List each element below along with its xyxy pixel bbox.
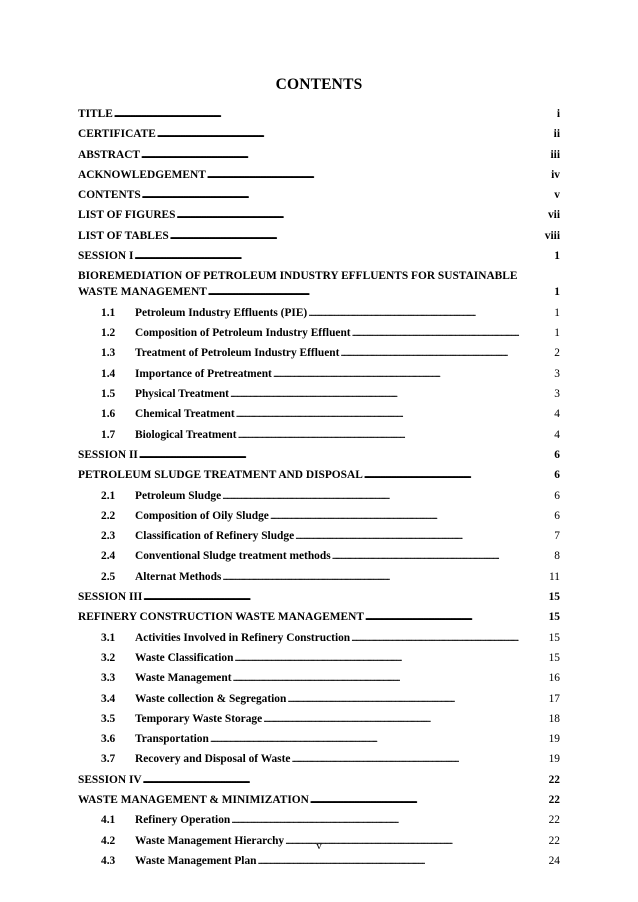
toc-entry-session-3[interactable] bbox=[78, 587, 560, 607]
toc-entry-session-4[interactable] bbox=[78, 770, 560, 790]
toc-entry-page: i bbox=[556, 108, 560, 120]
toc-entry-number: 3.2 bbox=[101, 651, 116, 664]
toc-entry-page: 22 bbox=[548, 794, 560, 806]
dot-leader bbox=[114, 104, 556, 124]
toc-entry-1-5[interactable] bbox=[78, 384, 560, 404]
dot-leader bbox=[233, 668, 548, 688]
toc-entry-3-3[interactable] bbox=[78, 668, 560, 688]
dot-leader bbox=[351, 628, 547, 648]
dot-leader bbox=[210, 729, 548, 749]
dot-leader bbox=[231, 810, 547, 830]
toc-entry-1-1[interactable] bbox=[78, 303, 560, 323]
toc-entry-certificate[interactable] bbox=[78, 124, 560, 144]
dot-leader bbox=[176, 205, 546, 225]
toc-entry-page: 8 bbox=[554, 550, 560, 563]
toc-entry-page: v bbox=[554, 189, 560, 202]
toc-entry-page: 1 bbox=[554, 250, 560, 263]
toc-entry-page: ii bbox=[553, 128, 560, 141]
toc-entry-label: Physical Treatment bbox=[135, 388, 229, 401]
toc-entry-number: 2.5 bbox=[101, 570, 116, 583]
toc-entry-label: Transportation bbox=[135, 733, 209, 746]
toc-entry-label: Composition of Oily Sludge bbox=[135, 509, 269, 522]
toc-entry-label: Temporary Waste Storage bbox=[135, 712, 263, 725]
toc-entry-page: 15 bbox=[548, 611, 560, 624]
toc-entry-page: 1 bbox=[554, 327, 560, 340]
toc-entry-page: vii bbox=[547, 209, 560, 222]
toc-entry-chapter-3-heading[interactable] bbox=[78, 607, 560, 627]
toc-entry-number: 1.7 bbox=[101, 428, 116, 441]
toc-entry-label: PETROLEUM SLUDGE TREATMENT AND DISPOSAL bbox=[78, 469, 363, 482]
toc-entry-label: TITLE bbox=[78, 108, 113, 120]
toc-entry-abstract[interactable] bbox=[78, 145, 560, 165]
toc-entry-label: Recovery and Disposal of Waste bbox=[135, 753, 291, 766]
toc-entry-number: 1.2 bbox=[101, 327, 116, 340]
toc-entry-label: Waste collection & Segregation bbox=[135, 692, 287, 705]
toc-entry-label: Activities Involved in Refinery Construction bbox=[135, 631, 351, 644]
toc-entry-session-2[interactable] bbox=[78, 445, 560, 465]
toc-entry-label: SESSION I bbox=[78, 250, 134, 263]
toc-entry-label: CONTENTS bbox=[78, 189, 141, 202]
toc-entry-3-1[interactable] bbox=[78, 628, 560, 648]
dot-leader bbox=[141, 145, 549, 165]
toc-entry-page: 6 bbox=[554, 489, 560, 502]
toc-entry-label: ABSTRACT bbox=[78, 148, 141, 161]
toc-entry-page: 4 bbox=[554, 428, 560, 441]
dot-leader bbox=[308, 303, 553, 323]
toc-entry-page: 3 bbox=[554, 388, 560, 401]
toc-entry-label: Alternat Methods bbox=[135, 570, 222, 583]
toc-entry-label-line2: WASTE MANAGEMENT bbox=[78, 285, 207, 298]
toc-entry-label: Treatment of Petroleum Industry Effluent bbox=[135, 347, 340, 360]
toc-entry-number: 1.1 bbox=[101, 306, 116, 319]
toc-entry-label: Waste Management Plan bbox=[135, 854, 257, 867]
toc-entry-4-3[interactable] bbox=[78, 851, 560, 871]
toc-entry-label: Waste Management bbox=[135, 672, 232, 685]
toc-entry-page: 11 bbox=[549, 570, 560, 583]
toc-entry-2-2[interactable] bbox=[78, 506, 560, 526]
toc-entry-label: ACKNOWLEDGEMENT bbox=[78, 168, 206, 181]
toc-entry-page: 22 bbox=[548, 814, 560, 827]
toc-entry-chapter-4-heading[interactable] bbox=[78, 790, 560, 810]
toc-entry-number: 3.4 bbox=[101, 692, 116, 705]
page-title: CONTENTS bbox=[275, 76, 363, 93]
dot-leader bbox=[258, 851, 548, 871]
dot-leader bbox=[295, 526, 553, 546]
toc-entry-page: 6 bbox=[554, 448, 560, 461]
toc-entry-chapter-1-heading[interactable] bbox=[78, 266, 560, 303]
toc-entry-1-2[interactable] bbox=[78, 323, 560, 343]
toc-entry-label: SESSION IV bbox=[78, 773, 142, 786]
toc-entry-1-6[interactable] bbox=[78, 404, 560, 424]
toc-entry-label: Chemical Treatment bbox=[135, 408, 235, 421]
toc-entry-number: 4.3 bbox=[101, 854, 116, 867]
toc-entry-1-3[interactable] bbox=[78, 343, 560, 363]
toc-entry-list-of-tables[interactable] bbox=[78, 226, 560, 246]
dot-leader bbox=[139, 445, 553, 465]
toc-entry-label: Composition of Petroleum Industry Effluent bbox=[135, 327, 351, 340]
toc-entry-page: 24 bbox=[548, 854, 560, 867]
dot-leader bbox=[270, 506, 553, 526]
toc-entry-page: 6 bbox=[554, 509, 560, 522]
toc-entry-number: 4.1 bbox=[101, 814, 116, 827]
toc-entry-page: 15 bbox=[548, 631, 560, 644]
toc-entry-label: Waste Classification bbox=[135, 651, 234, 664]
toc-entry-page: 6 bbox=[554, 469, 560, 482]
toc-entry-3-4[interactable] bbox=[78, 689, 560, 709]
toc-entry-1-4[interactable] bbox=[78, 364, 560, 384]
toc-entry-page: viii bbox=[544, 229, 560, 242]
toc-entry-page: 1 bbox=[554, 306, 560, 319]
toc-entry-page: 15 bbox=[548, 651, 560, 664]
toc-entry-label-line1: BIOREMEDIATION OF PETROLEUM INDUSTRY EFFLUENTS FOR SUSTAINABLE bbox=[78, 270, 518, 283]
dot-leader bbox=[364, 465, 553, 485]
toc-entry-page: 17 bbox=[548, 692, 560, 705]
dot-leader bbox=[273, 364, 553, 384]
toc-entry-contents[interactable] bbox=[78, 185, 560, 205]
toc-entry-number: 2.3 bbox=[101, 530, 116, 543]
toc-entry-label: Conventional Sludge treatment methods bbox=[135, 550, 331, 563]
toc-entry-3-6[interactable] bbox=[78, 729, 560, 749]
toc-entry-page: 19 bbox=[548, 733, 560, 746]
dot-leader bbox=[310, 790, 548, 810]
toc-entry-number: 3.5 bbox=[101, 712, 116, 725]
dot-leader bbox=[332, 546, 554, 566]
toc-entry-2-1[interactable] bbox=[78, 486, 560, 506]
toc-entry-label: REFINERY CONSTRUCTION WASTE MANAGEMENT bbox=[78, 611, 364, 624]
dot-leader bbox=[234, 648, 547, 668]
toc-entry-page: 3 bbox=[554, 367, 560, 380]
toc-entry-page: iii bbox=[550, 148, 560, 161]
dot-leader bbox=[143, 770, 548, 790]
toc-entry-number: 1.3 bbox=[101, 347, 116, 360]
dot-leader bbox=[142, 185, 554, 205]
toc-entry-3-5[interactable] bbox=[78, 709, 560, 729]
dot-leader bbox=[170, 226, 544, 246]
table-of-contents bbox=[78, 104, 560, 871]
dot-leader bbox=[263, 709, 547, 729]
dot-leader bbox=[230, 384, 553, 404]
toc-entry-3-7[interactable] bbox=[78, 749, 560, 769]
toc-entry-number: 3.3 bbox=[101, 672, 116, 685]
toc-entry-page: 22 bbox=[548, 773, 560, 786]
toc-entry-number: 1.6 bbox=[101, 408, 116, 421]
toc-entry-number: 3.6 bbox=[101, 733, 116, 746]
toc-entry-page: 7 bbox=[554, 530, 560, 543]
toc-entry-2-4[interactable] bbox=[78, 546, 560, 566]
toc-entry-label: Importance of Pretreatment bbox=[135, 367, 272, 380]
dot-leader bbox=[143, 587, 547, 607]
dot-leader bbox=[287, 689, 547, 709]
dot-leader bbox=[340, 343, 553, 363]
toc-entry-label: LIST OF FIGURES bbox=[78, 209, 176, 222]
toc-entry-list-of-figures[interactable] bbox=[78, 205, 560, 225]
toc-entry-label: Petroleum Sludge bbox=[135, 489, 222, 502]
dot-leader bbox=[207, 165, 550, 185]
toc-entry-page: iv bbox=[551, 168, 560, 181]
toc-entry-label: SESSION III bbox=[78, 591, 143, 604]
toc-entry-label: LIST OF TABLES bbox=[78, 229, 169, 242]
dot-leader bbox=[157, 124, 553, 144]
toc-entry-number: 2.4 bbox=[101, 550, 116, 563]
toc-entry-number: 3.7 bbox=[101, 753, 116, 766]
toc-entry-label: WASTE MANAGEMENT & MINIMIZATION bbox=[78, 794, 309, 806]
toc-entry-page: 18 bbox=[548, 712, 560, 725]
dot-leader bbox=[238, 425, 554, 445]
dot-leader bbox=[291, 749, 547, 769]
toc-entry-page: 22 bbox=[548, 834, 560, 847]
dot-leader bbox=[208, 285, 554, 301]
toc-entry-2-5[interactable] bbox=[78, 567, 560, 587]
toc-entry-page: 15 bbox=[548, 591, 560, 604]
toc-entry-number: 1.4 bbox=[101, 367, 116, 380]
toc-entry-2-3[interactable] bbox=[78, 526, 560, 546]
dot-leader bbox=[352, 323, 554, 343]
dot-leader bbox=[365, 607, 548, 627]
toc-entry-title[interactable] bbox=[78, 104, 560, 124]
toc-entry-label: Refinery Operation bbox=[135, 814, 231, 827]
toc-entry-number: 2.1 bbox=[101, 489, 116, 502]
toc-entry-label: Petroleum Industry Effluents (PIE) bbox=[135, 306, 308, 319]
toc-entry-acknowledgement[interactable] bbox=[78, 165, 560, 185]
dot-leader bbox=[222, 567, 548, 587]
toc-entry-label: Waste Management Hierarchy bbox=[135, 834, 285, 847]
toc-entry-number: 2.2 bbox=[101, 509, 116, 522]
toc-entry-1-7[interactable] bbox=[78, 425, 560, 445]
page-number: v bbox=[316, 840, 322, 852]
toc-entry-page: 4 bbox=[554, 408, 560, 421]
toc-entry-4-1[interactable] bbox=[78, 810, 560, 830]
toc-entry-label: CERTIFICATE bbox=[78, 128, 156, 141]
dot-leader bbox=[236, 404, 554, 424]
toc-entry-chapter-2-heading[interactable] bbox=[78, 465, 560, 485]
dot-leader bbox=[222, 486, 553, 506]
toc-entry-page: 19 bbox=[548, 753, 560, 766]
toc-entry-number: 1.5 bbox=[101, 388, 116, 401]
dot-leader bbox=[134, 246, 553, 266]
toc-entry-page: 2 bbox=[554, 347, 560, 360]
toc-entry-label: Biological Treatment bbox=[135, 428, 237, 441]
toc-entry-page: 1 bbox=[554, 285, 560, 298]
toc-entry-number: 4.2 bbox=[101, 834, 116, 847]
toc-entry-label: SESSION II bbox=[78, 448, 138, 461]
toc-entry-number: 3.1 bbox=[101, 631, 116, 644]
toc-entry-3-2[interactable] bbox=[78, 648, 560, 668]
toc-entry-label: Classification of Refinery Sludge bbox=[135, 530, 295, 543]
toc-entry-page: 16 bbox=[548, 672, 560, 685]
toc-entry-session-1[interactable] bbox=[78, 246, 560, 266]
